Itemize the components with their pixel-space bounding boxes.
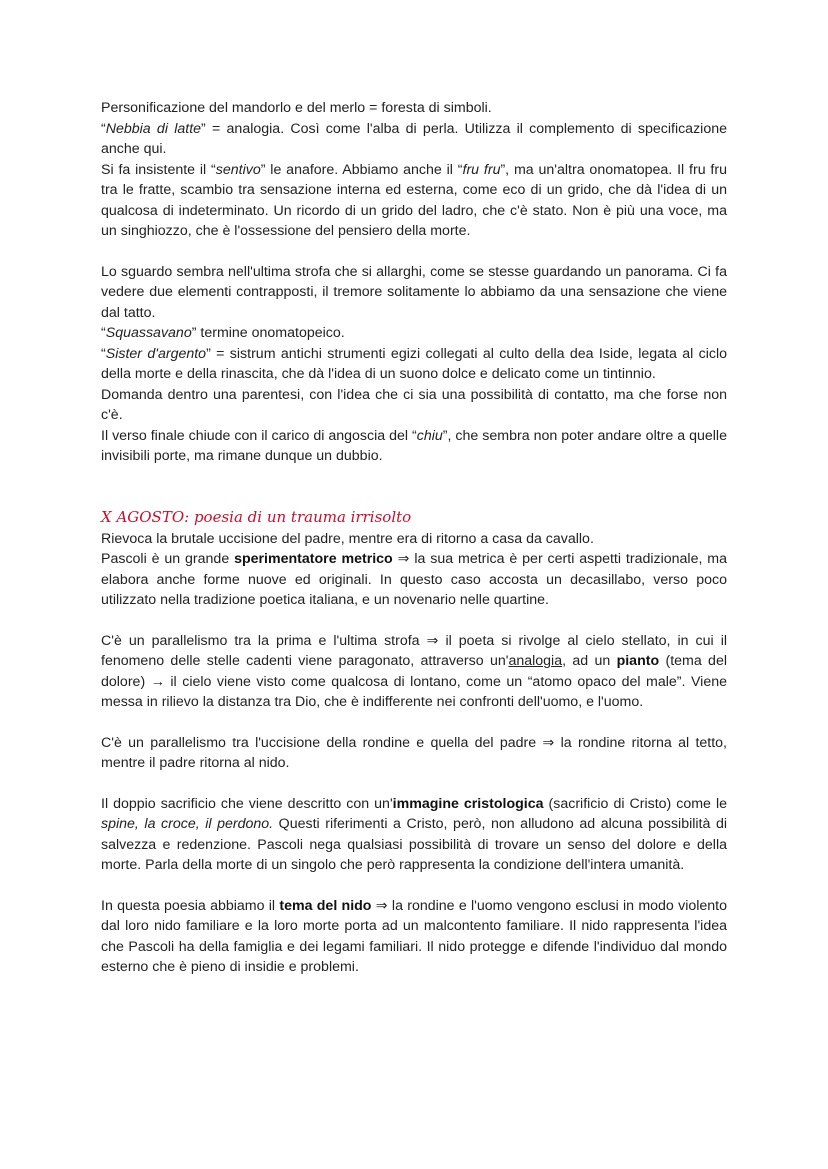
paragraph: Pascoli è un grande sperimentatore metrico ⇒ la sua metrica è per certi aspetti tradizionale, ma elabora anche forme nuove ed originali. In questo caso accosta un decasillabo, verso poco utilizzato nella tradizione poetica italiana, e un novenario nelle quartine. xyxy=(101,551,727,608)
section-heading: X AGOSTO: poesia di un trauma irrisolto xyxy=(101,507,412,526)
section-parallel-1 xyxy=(101,631,727,713)
section-analysis-2 xyxy=(101,262,727,467)
paragraph: Si fa insistente il “sentivo” le anafore. Abbiamo anche il “fru fru”, ma un'altra onomatopea. Il fru fru tra le fratte, scambio tra sensazione interna ed esterna, come eco di un grido, che dà l'idea di un qualcosa di indeterminato. Un ricordo di un grido del ladro, che c'è stato. Non è più una voce, ma un singhiozzo, che è l'ossessione del pensiero della morte. xyxy=(101,161,727,239)
bold-term: tema del nido xyxy=(279,897,372,914)
paragraph: C'è un parallelismo tra la prima e l'ultima strofa ⇒ il poeta si rivolge al cielo stellato, in cui il fenomeno delle stelle cadenti viene paragonato, attraverso un'analogia, ad un pianto (tema del dolore) → il cielo viene visto come qualcosa di lontano, come un “atomo opaco del male”. Viene messa in rilievo la distanza tra Dio, che è indifferente nei confronti dell'uomo, e l'uomo. xyxy=(101,632,727,710)
quote-italic: fru fru xyxy=(462,161,501,178)
quote-italic: Squassavano xyxy=(105,325,192,341)
quote-italic: spine, la croce, il perdono. xyxy=(101,816,274,832)
section-parallel-2 xyxy=(101,733,727,774)
bold-term: sperimentatore metrico xyxy=(234,551,393,567)
paragraph: “Squassavano” termine onomatopeico. xyxy=(101,325,345,341)
paragraph: Personificazione del mandorlo e del merlo = foresta di simboli. xyxy=(101,100,492,116)
quote-italic: Sister d'argento xyxy=(105,345,207,362)
paragraph: Lo sguardo sembra nell'ultima strofa che si allarghi, come se stesse guardando un panorama. Ci fa vedere due elementi contrapposti, il tremore solitamente lo abbiamo da una sensazione che viene dal tatto. xyxy=(101,263,727,321)
paragraph: In questa poesia abbiamo il tema del nido ⇒ la rondine e l'uomo vengono esclusi in modo violento dal loro nido familiare e la loro morte porta ad un malcontento familiare. Il nido rappresenta l'idea che Pascoli ha della famiglia e dei legami familiari. Il nido protegge e difende l'individuo dal mondo esterno che è pieno di insidie e problemi. xyxy=(101,897,728,975)
paragraph: “Nebbia di latte” = analogia. Così come l'alba di perla. Utilizza il complemento di specificazione anche qui. xyxy=(101,120,727,157)
section-intro xyxy=(101,529,727,611)
quote-italic: chiu xyxy=(416,427,443,444)
paragraph: Rievoca la brutale uccisione del padre, mentre era di ritorno a casa da cavallo. xyxy=(101,530,594,547)
quote-italic: Nebbia di latte xyxy=(105,120,202,137)
paragraph: C'è un parallelismo tra l'uccisione della rondine e quella del padre ⇒ la rondine ritorna al tetto, mentre il padre ritorna al nido. xyxy=(101,734,727,771)
bold-term: pianto xyxy=(616,653,660,669)
quote-italic: sentivo xyxy=(215,161,261,178)
section-analysis-1 xyxy=(101,98,727,242)
paragraph: Il doppio sacrificio che viene descritto con un'immagine cristologica (sacrificio di Cristo) come le spine, la croce, il perdono. Questi riferimenti a Cristo, però, non alludono ad alcuna possibilità di salvezza e redenzione. Pascoli nega qualsiasi possibilità di trovare un senso del dolore e della morte. Parla della morte di un singolo che però rappresenta la condizione dell'intera umanità. xyxy=(101,795,727,873)
paragraph: Domanda dentro una parentesi, con l'idea che ci sia una possibilità di contatto, ma che forse non c'è. xyxy=(101,386,727,423)
underlined-term: analogia xyxy=(508,653,563,669)
paragraph: “Sister d'argento” = sistrum antichi strumenti egizi collegati al culto della dea Iside, legata al ciclo della morte e della rinascita, che dà l'idea di un suono dolce e delicato come un tintinnio. xyxy=(101,345,727,382)
section-sacrifice xyxy=(101,794,727,876)
section-nest xyxy=(101,896,727,978)
paragraph: Il verso finale chiude con il carico di angoscia del “chiu”, che sembra non poter andare oltre a quelle invisibili porte, ma rimane dunque un dubbio. xyxy=(101,427,727,464)
bold-term: immagine cristologica xyxy=(392,795,544,812)
